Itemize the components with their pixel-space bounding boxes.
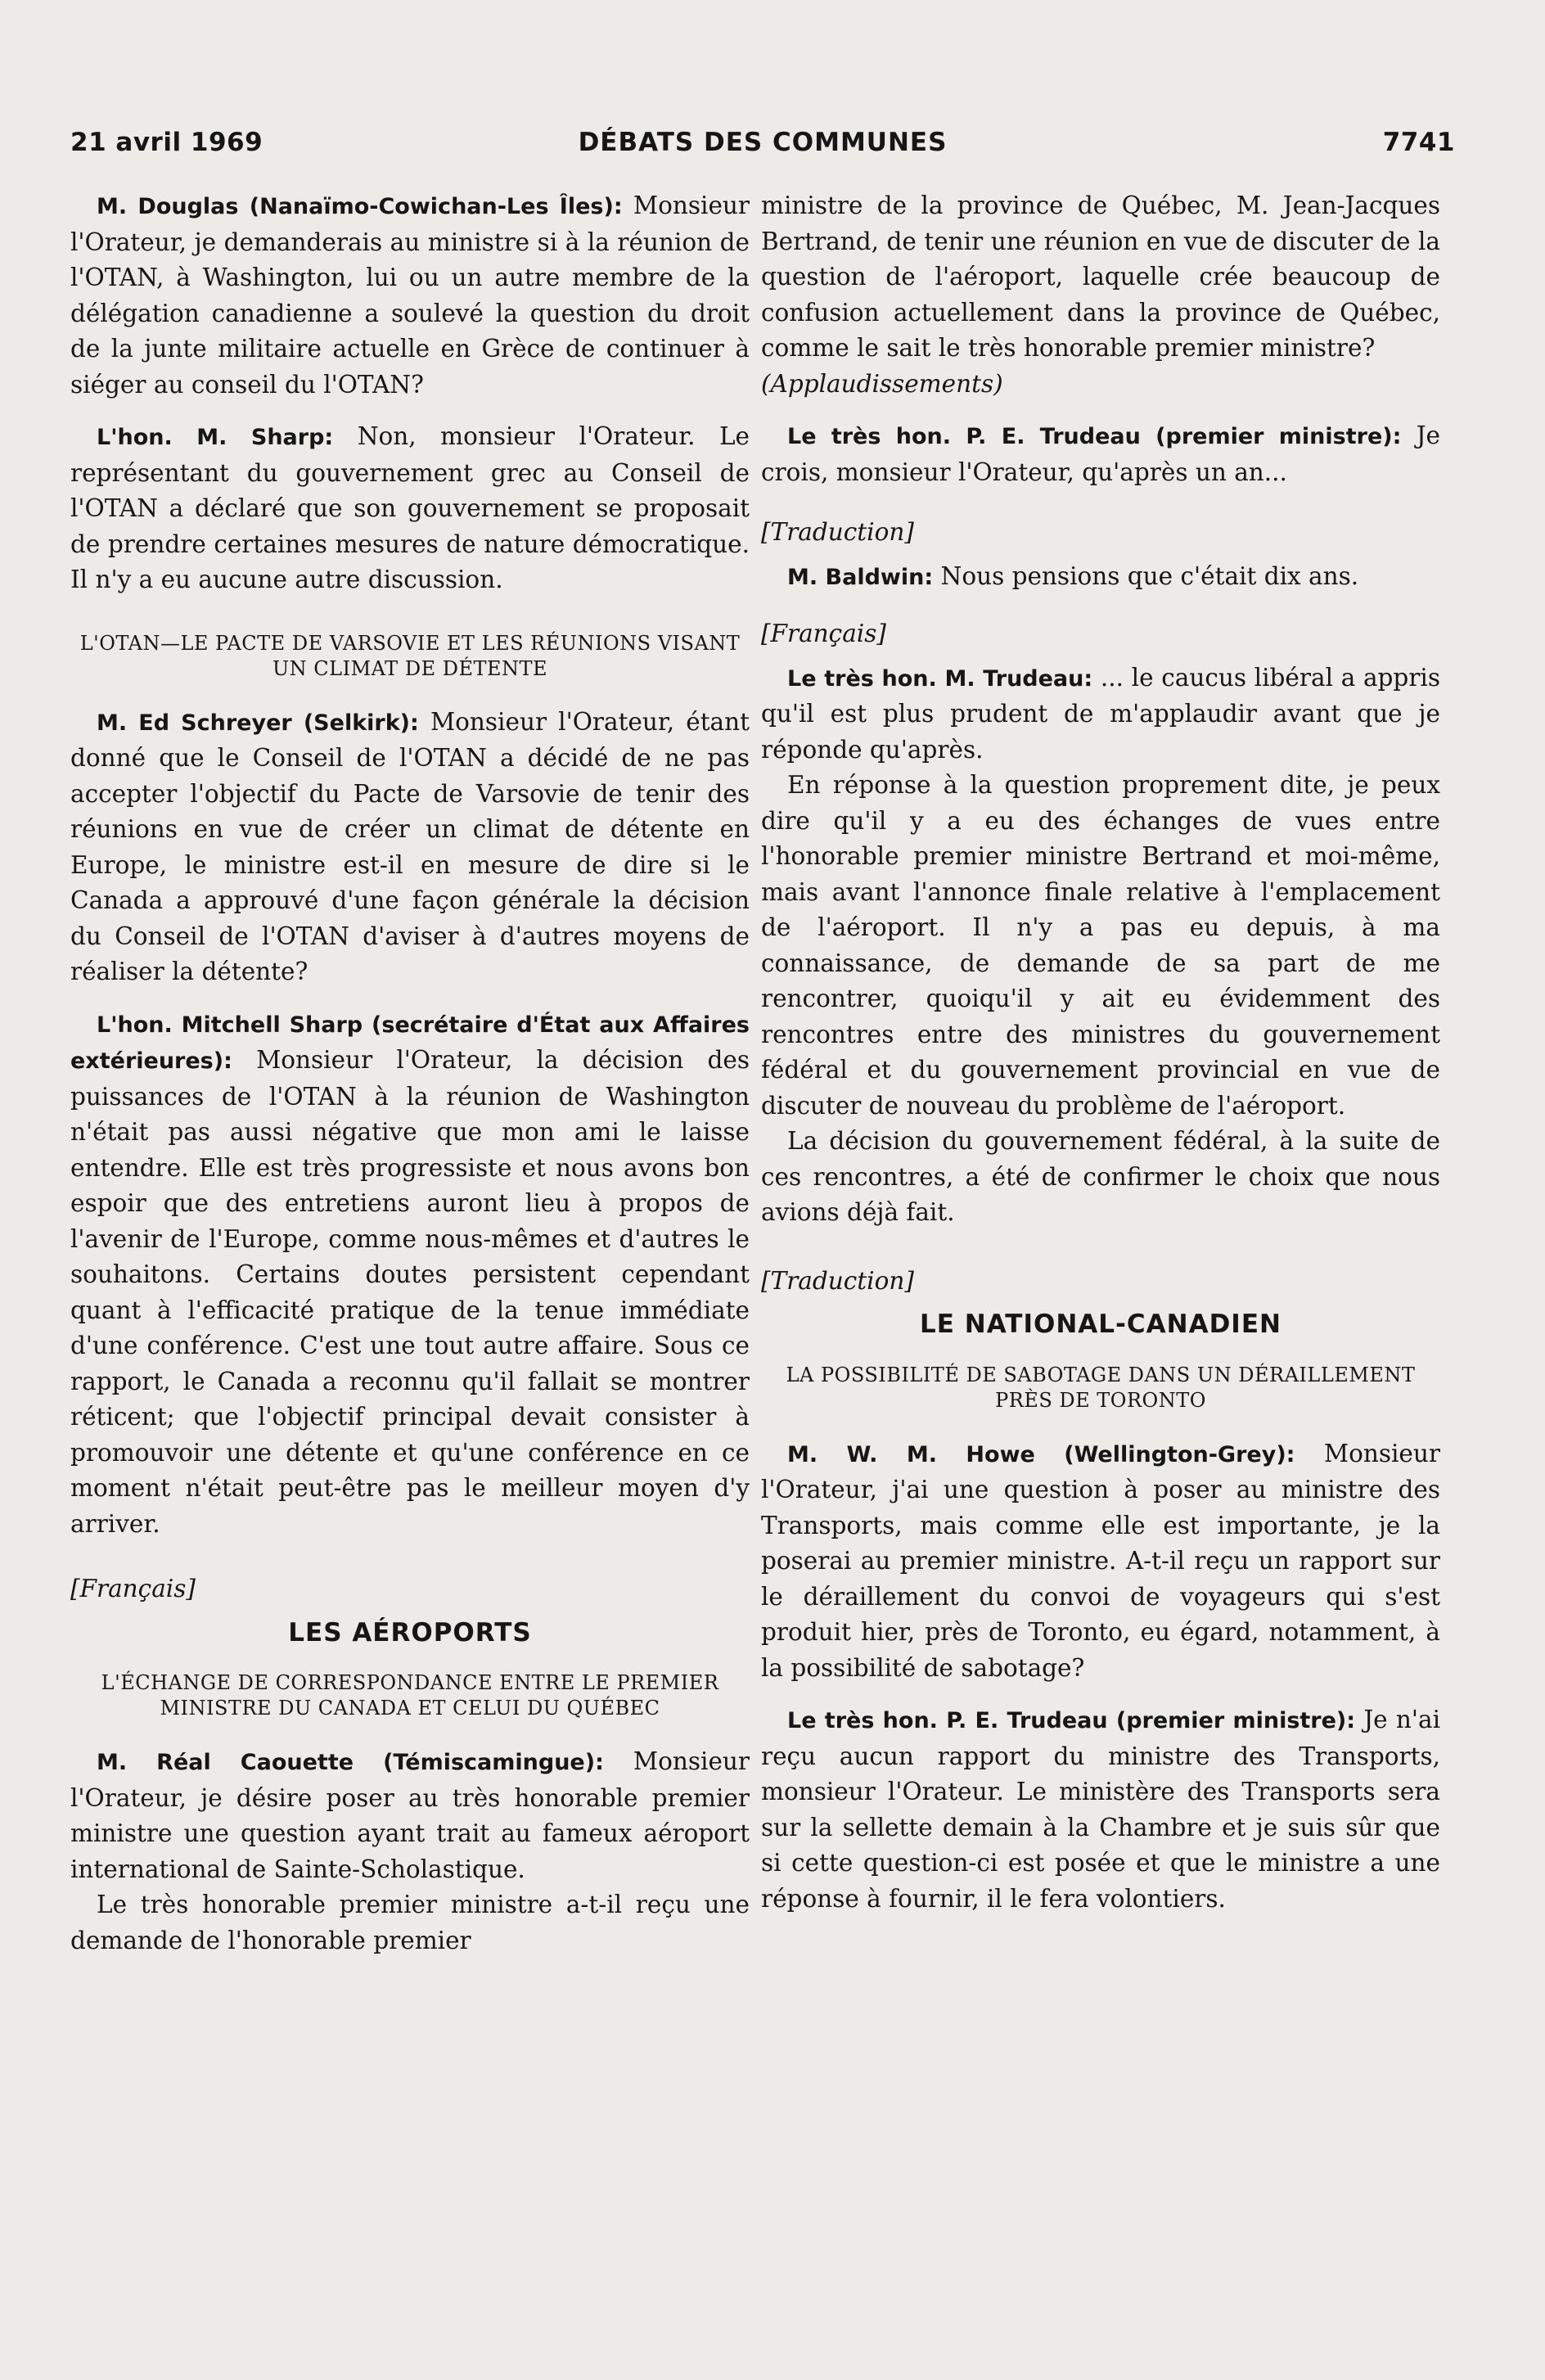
header-date: 21 avril 1969: [70, 128, 264, 157]
paragraph-text: Monsieur l'Orateur, je désire poser au très honorable premier ministre une question ayant trait au fameux aéroport international de Sainte-Scholastique.: [70, 1747, 750, 1883]
header-title: DÉBATS DES COMMUNES: [578, 128, 948, 157]
speaker-name: Le très hon. P. E. Trudeau (premier ministre):: [787, 424, 1402, 449]
paragraph-text: Monsieur l'Orateur, la décision des puissances de l'OTAN à la réunion de Washington n'était pas aussi négative que mon ami le laisse entendre. Elle est très progressiste et nous avons bon espoir que des entretiens auront lieu à propos de l'avenir de l'Europe, comme nous-mêmes et d'autres le souhaitons. Certains doutes persistent cependant quant à l'efficacité pratique de la tenue immédiate d'une conférence. C'est une tout autre affaire. Sous ce rapport, le Canada a reconnu qu'il fallait se montrer réticent; que l'objectif principal devait consister à promouvoir une détente et qu'une conférence en ce moment n'était peut-être pas le meilleur moyen d'y arriver.: [70, 1046, 750, 1538]
paragraph-mitchell-sharp: [70, 1007, 750, 1543]
paragraph-trudeau-1: [761, 418, 1440, 490]
language-label: Français: [770, 620, 877, 647]
speaker-name: M. Baldwin:: [787, 564, 934, 590]
language-marker: [Français]: [70, 1575, 196, 1602]
paragraph-trudeau-4: La décision du gouvernement fédéral, à la suite de ces rencontres, a été de confirmer le choix que nous avions déjà fait.: [761, 1127, 1440, 1226]
speaker-name: L'hon. M. Sharp:: [97, 425, 334, 450]
language-marker: [Français]: [761, 620, 886, 647]
speaker-name: M. Douglas (Nanaïmo-Cowichan-Les Îles):: [97, 194, 623, 219]
subheading-sabotage: LA POSSIBILITÉ DE SABOTAGE DANS UN DÉRAILLEMENT PRÈS DE TORONTO: [786, 1363, 1416, 1412]
paragraph-caouette-cont: Le très honorable premier ministre a-t-il reçu une demande de l'honorable premier: [70, 1891, 750, 1954]
section-title-aeroports: LES AÉROPORTS: [288, 1617, 532, 1648]
language-label: Traduction: [770, 518, 905, 546]
paragraph-sharp: [70, 419, 750, 598]
paragraph-text: Monsieur l'Orateur, étant donné que le Conseil de l'OTAN a décidé de ne pas accepter l'objectif du Pacte de Varsovie de tenir des réunions en vue de créer un climat de détente en Europe, le ministre est-il en mesure de dire si le Canada a approuvé d'une façon générale la décision du Conseil de l'OTAN d'aviser à d'autres moyens de réaliser la détente?: [70, 707, 750, 985]
paragraph-text: Monsieur l'Orateur, je demanderais au ministre si à la réunion de l'OTAN, à Washington, lui ou un autre membre de la délégation canadienne a soulevé la question du droit de la junte militaire actuelle en Grèce de continuer à siéger au conseil du l'OTAN?: [70, 192, 750, 399]
left-column: [70, 188, 750, 1975]
paragraph-trudeau-2: [761, 660, 1440, 769]
speaker-name: L'hon. Mitchell Sharp (secrétaire d'État aux Affaires extérieures):: [70, 1012, 750, 1074]
paragraph-text: Je n'ai reçu aucun rapport du ministre des Transports, monsieur l'Orateur. Le ministère des Transports sera sur la sellette demain à la Chambre et je suis sûr que si cette question-ci est posée et que le ministre a une réponse à fournir, il le fera volontiers.: [761, 1706, 1440, 1913]
language-label: Français: [79, 1575, 187, 1602]
paragraph-caouette: [70, 1744, 750, 1887]
paragraph-text: ministre de la province de Québec, M. Jean-Jacques Bertrand, de tenir une réunion en vue de discuter de la question de l'aéroport, laquelle crée beaucoup de confusion actuellement dans la province de Québec, comme le sait le très honorable premier ministre?: [761, 192, 1440, 362]
paragraph-schreyer: [70, 705, 750, 990]
paragraph-text: Je crois, monsieur l'Orateur, qu'après un an...: [761, 421, 1440, 486]
applause-note: (Applaudissements): [761, 369, 1003, 398]
paragraph-baldwin: [761, 559, 1440, 596]
section-title-national-canadien: LE NATIONAL-CANADIEN: [920, 1309, 1281, 1339]
language-label: Traduction: [770, 1266, 905, 1295]
language-marker: [Traduction]: [761, 1266, 914, 1295]
paragraph-douglas: [70, 188, 750, 403]
page-number: 7741: [1382, 128, 1455, 157]
speaker-name: M. W. M. Howe (Wellington-Grey):: [787, 1441, 1295, 1467]
paragraph-text: Non, monsieur l'Orateur. Le représentant du gouvernement grec au Conseil de l'OTAN a déclaré que son gouvernement se proposait de prendre certaines mesures de nature démocratique. Il n'y a eu aucune autre discussion.: [70, 422, 750, 593]
speaker-name: M. Ed Schreyer (Selkirk):: [97, 710, 419, 736]
paragraph-text: ... le caucus libéral a appris qu'il est plus prudent de m'applaudir avant que je réponde qu'après.: [761, 663, 1440, 764]
running-header: [70, 128, 1455, 169]
paragraph-text: Nous pensions que c'était dix ans.: [933, 561, 1359, 590]
paragraph-trudeau-5: [761, 1702, 1440, 1917]
paragraph-text: Monsieur l'Orateur, j'ai une question à poser au ministre des Transports, mais comme elle est importante, je la poserai au premier ministre. A-t-il reçu un rapport sur le déraillement du convoi de voyageurs qui s'est produit hier, près de Toronto, eu égard, notamment, à la possibilité de sabotage?: [761, 1439, 1440, 1682]
paragraph-howe: [761, 1436, 1440, 1687]
speaker-name: M. Réal Caouette (Témiscamingue):: [97, 1750, 604, 1775]
speaker-name: Le très hon. M. Trudeau:: [787, 665, 1093, 692]
right-column: [761, 188, 1440, 1933]
paragraph-trudeau-3: En réponse à la question proprement dite, je peux dire qu'il y a eu des échanges de vues entre l'honorable premier ministre Bertrand et moi-même, mais avant l'annonce finale relative à l'emplacement de l'aéroport. Il n'y a pas eu depuis, à ma connaissance, de demande de sa part de me rencontrer, quoiqu'il y ait eu évidemment des rencontres entre des ministres du gouvernement fédéral et du gouvernement provincial en vue de discuter de nouveau du problème de l'aéroport.: [761, 771, 1440, 1120]
subheading-otan-varsovie: L'OTAN—LE PACTE DE VARSOVIE ET LES RÉUNIONS VISANT UN CLIMAT DE DÉTENTE: [79, 631, 741, 680]
language-marker: [Traduction]: [761, 518, 914, 546]
subheading-correspondance: L'ÉCHANGE DE CORRESPONDANCE ENTRE LE PREMIER MINISTRE DU CANADA ET CELUI DU QUÉBEC: [101, 1671, 719, 1720]
paragraph-caouette-end: [761, 188, 1440, 402]
speaker-name: Le très hon. P. E. Trudeau (premier ministre):: [787, 1708, 1356, 1733]
